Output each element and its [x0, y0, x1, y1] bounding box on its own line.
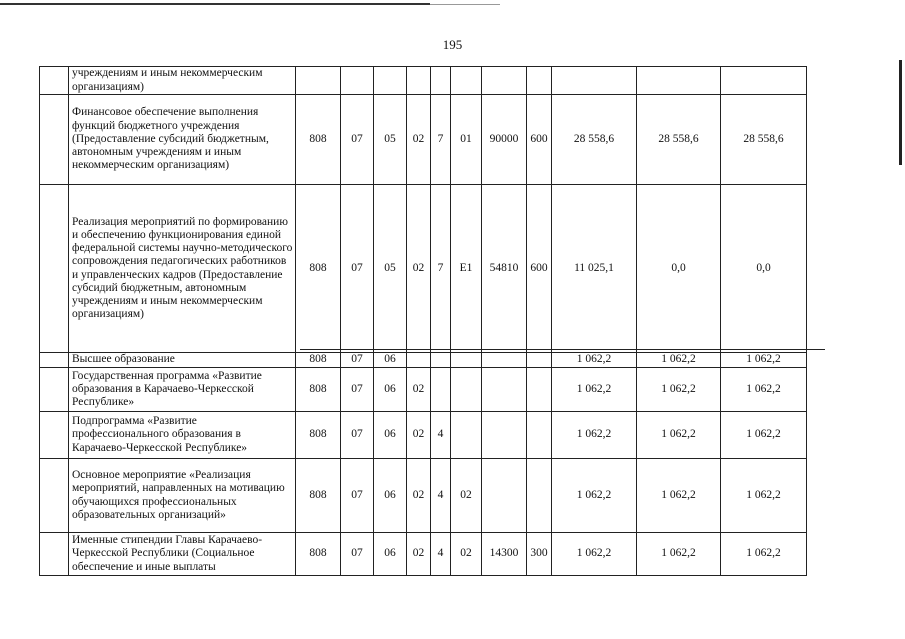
cell-blank — [40, 412, 69, 459]
table-row — [40, 95, 807, 185]
cell-csr-program: 02 — [407, 185, 431, 353]
cell-ved — [296, 67, 341, 95]
scan-edge-mark — [899, 60, 902, 165]
cell-blank — [40, 533, 69, 576]
cell-csr-event — [451, 412, 482, 459]
cell-csr-subprogram — [431, 353, 451, 368]
table-row — [40, 353, 807, 368]
cell-amount-year2: 28 558,6 — [637, 95, 721, 185]
cell-amount-year1: 28 558,6 — [552, 95, 637, 185]
page-number: 195 — [442, 37, 463, 52]
cell-csr-direction: 54810 — [482, 185, 527, 353]
cell-pr — [374, 67, 407, 95]
cell-ved: 808 — [296, 368, 341, 412]
cell-pr: 06 — [374, 533, 407, 576]
table-body — [40, 67, 807, 576]
cell-name: Реализация мероприятий по формированию и обеспечению функционирования единой федеральной системы научно-методического сопровождения педагогических работников и управленческих кадров (Предоставление субсидий бюджетным, автономным учреждениям и иным некоммерческим организациям) — [69, 185, 296, 353]
cell-ved: 808 — [296, 459, 341, 533]
cell-blank — [40, 368, 69, 412]
cell-blank — [40, 353, 69, 368]
cell-amount-year1: 11 025,1 — [552, 185, 637, 353]
cell-csr-program: 02 — [407, 412, 431, 459]
cell-blank — [40, 185, 69, 353]
cell-rz: 07 — [341, 185, 374, 353]
cell-csr-direction — [482, 368, 527, 412]
cell-csr-subprogram: 4 — [431, 459, 451, 533]
cell-pr: 06 — [374, 368, 407, 412]
budget-table — [39, 66, 807, 576]
cell-ved: 808 — [296, 533, 341, 576]
cell-csr-direction — [482, 353, 527, 368]
cell-csr-subprogram: 7 — [431, 95, 451, 185]
table-row — [40, 67, 807, 95]
cell-csr-subprogram: 4 — [431, 533, 451, 576]
cell-amount-year1: 1 062,2 — [552, 412, 637, 459]
cell-csr-subprogram: 4 — [431, 412, 451, 459]
cell-csr-program: 02 — [407, 459, 431, 533]
cell-csr-direction — [482, 412, 527, 459]
table-row — [40, 533, 807, 576]
cell-rz: 07 — [341, 533, 374, 576]
cell-csr-event — [451, 353, 482, 368]
cell-pr: 06 — [374, 412, 407, 459]
cell-pr: 05 — [374, 95, 407, 185]
cell-amount-year3: 1 062,2 — [721, 533, 807, 576]
cell-vr: 600 — [527, 185, 552, 353]
cell-pr: 06 — [374, 459, 407, 533]
scan-top-rule — [0, 3, 430, 5]
cell-name: Финансовое обеспечение выполнения функций бюджетного учреждения (Предоставление субсидий бюджетным, автономным учреждениям и иным некоммерческим организациям) — [69, 95, 296, 185]
cell-pr: 06 — [374, 353, 407, 368]
cell-csr-direction — [482, 459, 527, 533]
cell-amount-year3: 1 062,2 — [721, 368, 807, 412]
cell-rz: 07 — [341, 368, 374, 412]
scan-top-rule-fade — [430, 4, 500, 5]
cell-blank — [40, 67, 69, 95]
cell-vr — [527, 353, 552, 368]
cell-amount-year3: 0,0 — [721, 185, 807, 353]
cell-name: Высшее образование — [69, 353, 296, 368]
cell-vr — [527, 368, 552, 412]
cell-amount-year3: 1 062,2 — [721, 459, 807, 533]
cell-rz: 07 — [341, 412, 374, 459]
cell-amount-year1 — [552, 67, 637, 95]
cell-csr-program: 02 — [407, 368, 431, 412]
cell-blank — [40, 459, 69, 533]
cell-csr-program — [407, 353, 431, 368]
cell-name: Именные стипендии Главы Карачаево-Черкесской Республики (Социальное обеспечение и иные выплаты — [69, 533, 296, 576]
cell-amount-year1: 1 062,2 — [552, 353, 637, 368]
cell-amount-year3: 1 062,2 — [721, 353, 807, 368]
cell-csr-program — [407, 67, 431, 95]
table-row — [40, 185, 807, 353]
cell-vr: 600 — [527, 95, 552, 185]
cell-amount-year3: 28 558,6 — [721, 95, 807, 185]
cell-blank — [40, 95, 69, 185]
cell-amount-year2: 1 062,2 — [637, 353, 721, 368]
table-row — [40, 368, 807, 412]
cell-amount-year3: 1 062,2 — [721, 412, 807, 459]
cell-amount-year2: 1 062,2 — [637, 412, 721, 459]
cell-csr-subprogram — [431, 368, 451, 412]
cell-rz — [341, 67, 374, 95]
cell-ved: 808 — [296, 412, 341, 459]
cell-vr — [527, 67, 552, 95]
cell-pr: 05 — [374, 185, 407, 353]
cell-amount-year2: 1 062,2 — [637, 459, 721, 533]
cell-rz: 07 — [341, 459, 374, 533]
cell-amount-year2: 1 062,2 — [637, 368, 721, 412]
cell-ved: 808 — [296, 353, 341, 368]
cell-csr-event — [451, 368, 482, 412]
cell-amount-year2: 1 062,2 — [637, 533, 721, 576]
cell-amount-year3 — [721, 67, 807, 95]
cell-ved: 808 — [296, 95, 341, 185]
cell-vr — [527, 459, 552, 533]
cell-csr-program: 02 — [407, 95, 431, 185]
cell-csr-event: 02 — [451, 533, 482, 576]
cell-csr-event: 02 — [451, 459, 482, 533]
cell-csr-event — [451, 67, 482, 95]
cell-rz: 07 — [341, 95, 374, 185]
cell-csr-subprogram: 7 — [431, 185, 451, 353]
scan-double-rule — [300, 349, 825, 350]
cell-vr: 300 — [527, 533, 552, 576]
cell-vr — [527, 412, 552, 459]
table-row — [40, 412, 807, 459]
cell-csr-direction: 14300 — [482, 533, 527, 576]
cell-csr-direction — [482, 67, 527, 95]
cell-rz: 07 — [341, 353, 374, 368]
cell-name: Подпрограмма «Развитие профессионального образования в Карачаево-Черкесской Республике» — [69, 412, 296, 459]
cell-amount-year2: 0,0 — [637, 185, 721, 353]
cell-csr-event: 01 — [451, 95, 482, 185]
cell-amount-year1: 1 062,2 — [552, 368, 637, 412]
cell-amount-year1: 1 062,2 — [552, 459, 637, 533]
cell-csr-program: 02 — [407, 533, 431, 576]
cell-name: Основное мероприятие «Реализация мероприятий, направленных на мотивацию обучающихся профессиональных образовательных организаций» — [69, 459, 296, 533]
cell-csr-subprogram — [431, 67, 451, 95]
cell-csr-event: E1 — [451, 185, 482, 353]
cell-csr-direction: 90000 — [482, 95, 527, 185]
cell-ved: 808 — [296, 185, 341, 353]
cell-name: учреждениям и иным некоммерческим организациям) — [69, 67, 296, 95]
cell-amount-year2 — [637, 67, 721, 95]
cell-amount-year1: 1 062,2 — [552, 533, 637, 576]
cell-name: Государственная программа «Развитие образования в Карачаево-Черкесской Республике» — [69, 368, 296, 412]
table-row — [40, 459, 807, 533]
